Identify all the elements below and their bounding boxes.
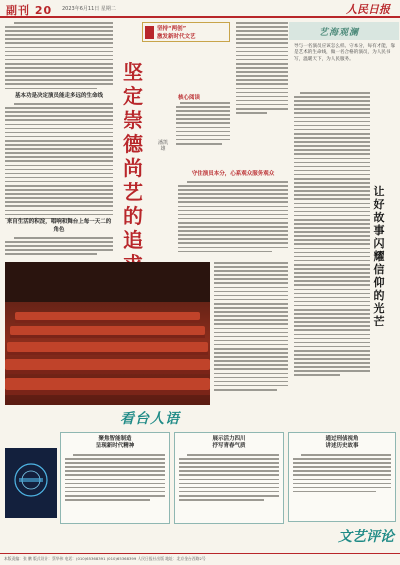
column-lead-text: 导与一名演员应该怎么样。守本分，每有才能，靠是艺术的生命线，做一名合格的演员，为人民书写，温暖天下，为人民服务。 xyxy=(294,44,396,62)
flag-icon xyxy=(145,26,154,39)
banner-line-2: 激发新时代文艺 xyxy=(157,34,196,40)
center-column xyxy=(178,170,288,255)
left-lower-column xyxy=(5,218,113,257)
article-title: 坚定崇德尚艺的追 xyxy=(123,60,143,252)
review-title-1: 通过刑侦视角 xyxy=(325,436,359,442)
review-card xyxy=(288,432,396,522)
subhead-4: 来自生活的积淀，唱响和舞台上每一天二的角色 xyxy=(6,219,112,233)
book-cover-illustration xyxy=(5,448,57,518)
body-text xyxy=(178,181,288,252)
kicker-column xyxy=(176,102,230,147)
section-label: 副刊 20 xyxy=(6,4,53,17)
book-cover-image xyxy=(5,448,57,518)
body-text xyxy=(5,103,113,219)
kicker-text xyxy=(176,102,230,145)
series-banner xyxy=(142,22,230,42)
subhead-1: 基本功是决定演员能走多远的生命线 xyxy=(14,93,103,100)
theater-seats-photo xyxy=(5,262,210,405)
banner-line-1: 坚持“两创” xyxy=(157,26,187,32)
column-tag xyxy=(289,22,399,40)
body-text xyxy=(5,237,113,255)
review-title-1: 展示活力四川 xyxy=(212,436,246,442)
review-text xyxy=(293,454,391,492)
page-footer xyxy=(0,553,400,565)
right-column xyxy=(294,92,370,379)
column-title: 让好故事闪耀信仰的光芒 xyxy=(373,185,385,328)
review-title-2: 呈现新时代精神 xyxy=(95,443,135,449)
kantai-header xyxy=(120,408,230,430)
page-header xyxy=(0,0,400,18)
review-title-2: 抒写青春气质 xyxy=(212,443,246,449)
kicker-label: 核心阅读 xyxy=(178,95,201,101)
middle-column xyxy=(236,22,288,116)
review-card xyxy=(60,432,170,524)
review-text xyxy=(65,454,165,501)
column-tag-label: 艺海观澜 xyxy=(319,28,360,38)
lower-center-column xyxy=(214,262,288,393)
review-text xyxy=(179,454,279,501)
body-text xyxy=(5,22,113,89)
issue-date: 2023年6月11日 星期二 xyxy=(62,6,116,12)
subhead-3: 守住演员本分，心系观众服务观众 xyxy=(191,171,275,177)
body-text xyxy=(294,92,370,376)
masthead-logo: 人民日报 xyxy=(346,3,390,16)
article-author: 潘凯雄 xyxy=(158,140,169,152)
kantai-label: 看台人语 xyxy=(120,411,180,427)
column-lead xyxy=(294,44,396,63)
footer-info: 本版责编：张 鹏 版式设计：蔡华伟 电话：(010)65368391 (010)65368399 人民日报社出版 地址：北京金台西路2号 xyxy=(4,556,206,561)
theater-seats-illustration xyxy=(5,262,210,405)
review-title-2: 讲述历史故事 xyxy=(325,443,359,449)
left-column xyxy=(5,22,113,222)
body-text xyxy=(236,22,288,114)
review-card xyxy=(174,432,284,524)
review-title-1: 聚焦智能制造 xyxy=(98,436,132,442)
section-logo: 文艺评论 xyxy=(338,529,394,545)
body-text xyxy=(214,262,288,391)
